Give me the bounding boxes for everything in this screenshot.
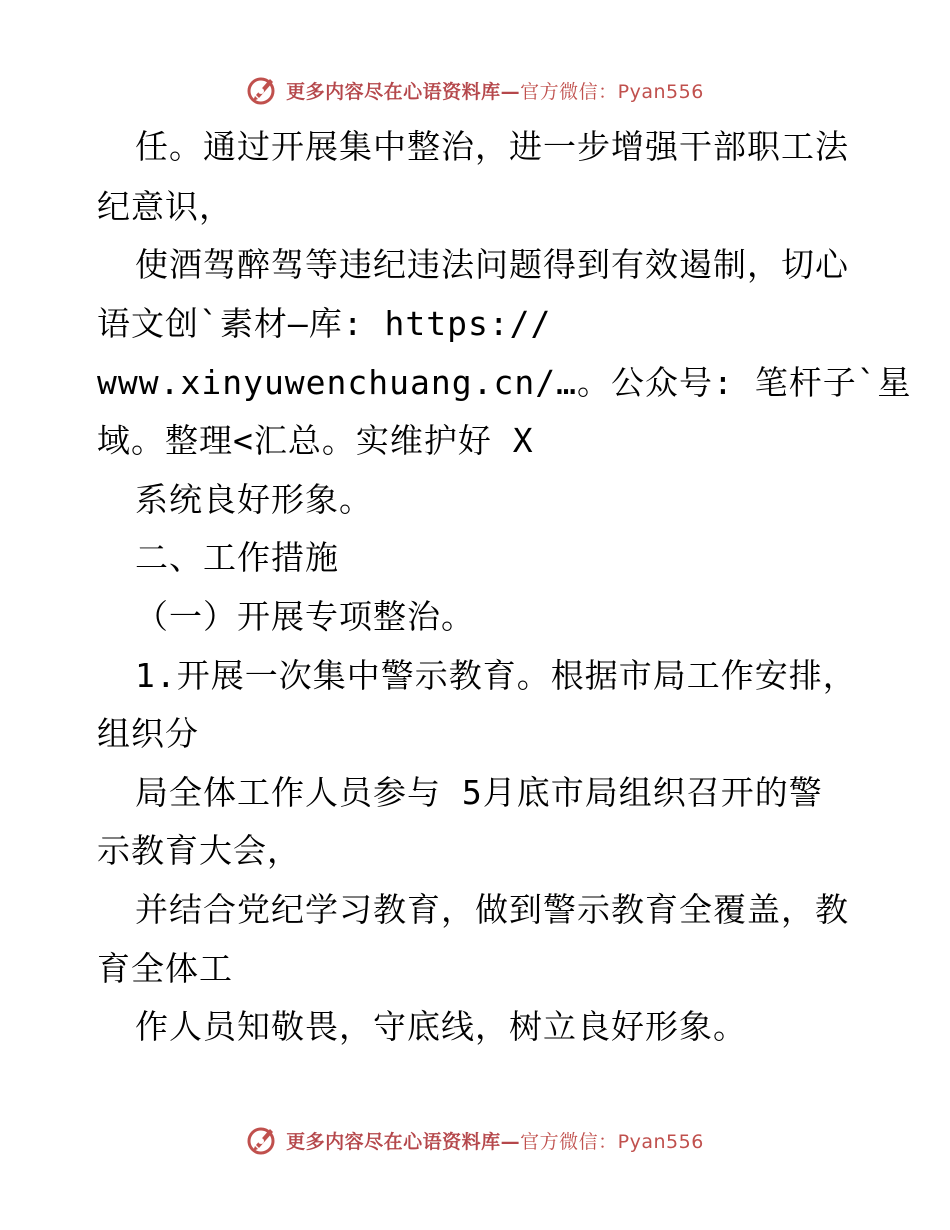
body-line: 作人员知敬畏，守底线，树立良好形象。 xyxy=(135,1007,747,1046)
header-text xyxy=(286,77,704,104)
header-brand-text: 更多内容尽在心语资料库— xyxy=(286,80,521,103)
body-line: 育全体工 xyxy=(97,949,233,988)
body-line: 局全体工作人员参与 5月底市局组织召开的警 xyxy=(135,773,823,812)
header-banner-inner xyxy=(246,73,704,107)
footer-banner-inner xyxy=(246,1123,704,1157)
body-line: 示教育大会， xyxy=(97,831,301,870)
body-line: 系统良好形象。 xyxy=(135,480,373,519)
quill-pen-circle-icon xyxy=(246,73,280,107)
body-line: www.xinyuwenchuang.cn/…。公众号: 笔杆子`星 xyxy=(97,363,912,402)
body-line: 域。整理<汇总。实维护好 X xyxy=(97,421,534,460)
footer-text xyxy=(286,1127,704,1154)
body-line: 纪意识， xyxy=(97,187,233,226)
body-line: 使酒驾醉驾等违纪违法问题得到有效遏制，切心 xyxy=(135,245,849,284)
body-line: 1.开展一次集中警示教育。根据市局工作安排， xyxy=(135,656,857,695)
footer-banner xyxy=(0,1120,950,1160)
body-line: 并结合党纪学习教育，做到警示教育全覆盖，教 xyxy=(135,890,849,929)
subsection-heading: （一）开展专项整治。 xyxy=(135,597,475,636)
footer-wechat-text: 官方微信：Pyan556 xyxy=(520,1130,704,1153)
footer-brand-text: 更多内容尽在心语资料库— xyxy=(286,1130,521,1153)
body-line: 任。通过开展集中整治，进一步增强干部职工法 xyxy=(135,127,849,166)
body-line: 语文创`素材—库: https:// xyxy=(97,304,552,343)
quill-pen-circle-icon xyxy=(246,1123,280,1157)
section-heading: 二、工作措施 xyxy=(135,538,339,577)
body-line: 组织分 xyxy=(97,714,199,753)
header-banner xyxy=(0,70,950,110)
header-wechat-text: 官方微信：Pyan556 xyxy=(520,80,704,103)
